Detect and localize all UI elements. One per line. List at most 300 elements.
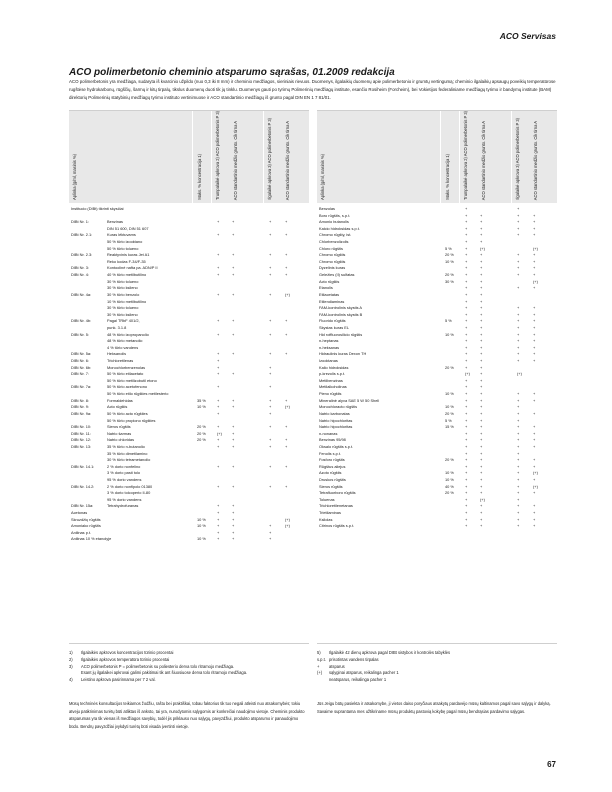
table-row <box>69 252 309 259</box>
table-row <box>69 371 309 378</box>
cell-dibt-code: DIBt Nr. 4: <box>71 272 89 278</box>
table-row <box>69 285 309 292</box>
table-row <box>317 411 557 418</box>
cell-short-term-b: + <box>480 410 483 416</box>
cell-short-term-a: + <box>465 410 468 416</box>
footnote <box>69 657 309 664</box>
cell-short-term-a: + <box>217 265 220 271</box>
cell-substance: Fenolis s.p.t. <box>319 450 342 456</box>
cell-short-term-a: + <box>465 239 468 245</box>
cell-short-term-a: + <box>217 483 220 489</box>
cell-short-term-a: + <box>217 371 220 377</box>
cell-long-term-a: + <box>517 523 520 529</box>
cell-short-term-a: + <box>217 443 220 449</box>
cell-short-term-b: + <box>480 450 483 456</box>
cell-substance: Boro rūgštis, s.p.t. <box>319 212 351 218</box>
table-row <box>69 206 309 213</box>
cell-substance: Azoto rūgštis <box>319 470 342 476</box>
cell-concentration: 10 % <box>445 391 454 397</box>
cell-dibt-code: DIBt Nr. 7a: <box>71 384 92 390</box>
cell-short-term-a: + <box>465 377 468 383</box>
footnote-mark: (+) <box>317 670 323 676</box>
cell-short-term-b: + <box>480 285 483 291</box>
cell-short-term-b: + <box>232 424 235 430</box>
cell-substance: 30 % tūrio benzolo <box>107 291 140 297</box>
cell-long-term-a: + <box>517 417 520 423</box>
cell-substance: Kuras lėktuvams <box>107 232 136 238</box>
cell-long-term-a: + <box>269 232 272 238</box>
footnote-mark: 5) <box>317 650 321 655</box>
table-row <box>69 477 309 484</box>
cell-long-term-a: + <box>269 404 272 410</box>
cell-long-term-a: + <box>269 536 272 542</box>
cell-short-term-a: + <box>217 503 220 509</box>
cell-concentration: 30 % <box>445 278 454 284</box>
cell-concentration: 20 % <box>445 364 454 370</box>
footnotes-left <box>69 650 309 684</box>
footnote <box>69 677 309 684</box>
cell-long-term-b: + <box>533 358 536 364</box>
cell-substance: Rūgštus aliejus <box>319 463 346 469</box>
cell-long-term-b: + <box>533 232 536 238</box>
cell-short-term-b: + <box>232 483 235 489</box>
cell-substance: Etanolis <box>319 285 333 291</box>
table-row <box>317 279 557 286</box>
cell-substance: 48 % tūrio izopropanolio <box>107 331 149 337</box>
cell-concentration: 20 % <box>197 430 206 436</box>
cell-long-term-a: + <box>517 463 520 469</box>
cell-short-term-a: + <box>465 311 468 317</box>
cell-substance: Acto rūgštis <box>107 404 128 410</box>
cell-long-term-b: + <box>533 490 536 496</box>
cell-long-term-a: + <box>269 483 272 489</box>
cell-dibt-code: DIBt Nr. 8: <box>71 397 89 403</box>
cell-long-term-b: + <box>533 424 536 430</box>
cell-substance: Pieno rūgštis <box>319 391 342 397</box>
cell-short-term-a: + <box>465 397 468 403</box>
footnote-mark: 1) <box>69 650 73 655</box>
cell-long-term-a: + <box>517 331 520 337</box>
cell-substance: Formaldehidas <box>107 397 133 403</box>
table-row <box>69 332 309 339</box>
cell-substance: Metilalkoholinas <box>319 384 347 390</box>
cell-long-term-b: + <box>533 225 536 231</box>
cell-short-term-b: + <box>232 510 235 516</box>
cell-long-term-a: + <box>517 404 520 410</box>
table-row <box>69 219 309 226</box>
cell-long-term-b: + <box>285 424 288 430</box>
table-row <box>317 470 557 477</box>
cell-dibt-code: DIBt Nr. 15a: <box>71 503 94 509</box>
cell-short-term-b: + <box>480 417 483 423</box>
table-row <box>317 378 557 385</box>
cell-long-term-a: + <box>269 252 272 258</box>
cell-substance: Kalcio hidroksidas s.p.t. <box>319 225 360 231</box>
cell-short-term-a: + <box>465 206 468 211</box>
table-row <box>317 292 557 299</box>
cell-concentration: 20 % <box>197 424 206 430</box>
cell-dibt-code: DIBt Nr. 6b: <box>71 364 92 370</box>
cell-short-term-b: + <box>480 510 483 516</box>
table-row <box>69 517 309 524</box>
cell-short-term-b: + <box>480 516 483 522</box>
cell-substance: 50 % tūrio metilizobutil etono <box>107 377 157 383</box>
table-row <box>317 365 557 372</box>
cell-concentration: 10 % <box>445 470 454 476</box>
cell-long-term-b: (+) <box>533 470 538 476</box>
cell-long-term-a: + <box>517 470 520 476</box>
table-row <box>69 424 309 431</box>
cell-short-term-b: + <box>480 278 483 284</box>
table-row <box>317 259 557 266</box>
table-row <box>317 246 557 253</box>
cell-long-term-b: + <box>285 331 288 337</box>
table-row <box>317 517 557 524</box>
table-row <box>317 431 557 438</box>
cell-long-term-a: + <box>269 318 272 324</box>
cell-substance: Etilacetatas <box>319 291 340 297</box>
cell-long-term-a: + <box>517 430 520 436</box>
cell-substance: Acto rūgštis <box>319 278 340 284</box>
cell-short-term-b: + <box>480 483 483 489</box>
page-number: 67 <box>547 760 556 769</box>
cell-short-term-b: + <box>232 397 235 403</box>
table-row <box>317 384 557 391</box>
cell-long-term-a: (+) <box>517 371 522 377</box>
cell-short-term-a: + <box>465 516 468 522</box>
cell-short-term-a: + <box>217 351 220 357</box>
cell-long-term-a: + <box>269 523 272 529</box>
table-row <box>69 226 309 233</box>
cell-long-term-b: + <box>533 510 536 516</box>
cell-short-term-b: + <box>232 252 235 258</box>
table-row <box>317 510 557 517</box>
table-row <box>317 358 557 365</box>
cell-long-term-a: + <box>269 331 272 337</box>
cell-dibt-code: Anilinas 10 % etanolyje <box>71 536 112 542</box>
cell-short-term-a: + <box>217 364 220 370</box>
cell-short-term-a: + <box>465 424 468 430</box>
cell-long-term-a: + <box>517 424 520 430</box>
cell-concentration: 5 % <box>445 318 452 324</box>
cell-substance: Chlorbenzolizolis <box>319 239 349 245</box>
cell-short-term-a: + <box>465 404 468 410</box>
cell-short-term-a: + <box>217 424 220 430</box>
cell-short-term-a: + <box>465 265 468 271</box>
footnote-mark: 3) <box>69 663 73 669</box>
cell-substance: Dyzelinis kuras <box>319 265 346 271</box>
cell-substance: Oksalo rūgštis s.p.t. <box>319 443 354 449</box>
cell-long-term-b: + <box>285 252 288 258</box>
cell-short-term-b: + <box>480 324 483 330</box>
cell-long-term-b: + <box>533 391 536 397</box>
cell-substance: FAM-kontrolinis skystis B <box>319 311 363 317</box>
cell-short-term-a: + <box>465 510 468 516</box>
table-row <box>69 305 309 312</box>
cell-dibt-code: DIBt Nr. 11: <box>71 430 91 436</box>
table-row <box>317 272 557 279</box>
table-row <box>69 470 309 477</box>
cell-substance: Heksanolis <box>107 351 127 357</box>
cell-dibt-code: DIBt Nr. 12: <box>71 437 92 443</box>
table-row <box>317 457 557 464</box>
cell-dibt-code: DIBt Nr. 10: <box>71 424 92 430</box>
cell-long-term-a: + <box>517 391 520 397</box>
cell-short-term-a: + <box>465 391 468 397</box>
cell-short-term-a: + <box>465 503 468 509</box>
cell-substance: DIN 51 600, DIN 51 607 <box>107 225 149 231</box>
cell-short-term-b: + <box>480 463 483 469</box>
cell-substance: 50 % tūrio acto rūgšties <box>107 410 148 416</box>
cell-concentration: 10 % <box>445 476 454 482</box>
cell-substance: Natrio karbonatas <box>319 410 350 416</box>
table-row <box>317 325 557 332</box>
cell-long-term-b: + <box>285 483 288 489</box>
cell-substance: Metilbenzinas <box>319 377 343 383</box>
cell-long-term-a: + <box>517 338 520 344</box>
cell-short-term-a: + <box>217 523 220 529</box>
cell-long-term-b: (+) <box>285 291 290 297</box>
cell-substance: Pagal TRbF 401/2, <box>107 318 140 324</box>
cell-substance: Mineralinė alyva SAE 5 W 50 Shell <box>319 397 380 403</box>
cell-long-term-a: + <box>517 358 520 364</box>
cell-substance: Chromo rūgštis <box>319 258 346 264</box>
cell-long-term-a: + <box>517 443 520 449</box>
cell-short-term-b: + <box>480 212 483 218</box>
cell-long-term-a: + <box>269 463 272 469</box>
cell-long-term-a: + <box>517 516 520 522</box>
cell-long-term-a: + <box>517 476 520 482</box>
cell-long-term-a: + <box>269 424 272 430</box>
cell-substance: Sieros rūgštis <box>107 424 131 430</box>
cell-substance: 30 % tūrio ksileno <box>107 285 138 291</box>
cell-concentration: 10 % <box>197 516 206 522</box>
table-header <box>69 111 309 203</box>
brand-name: ACO Servisas <box>499 31 556 41</box>
cell-short-term-a: + <box>217 232 220 238</box>
cell-short-term-b: + <box>232 318 235 324</box>
cell-substance: Druskos rūgštis <box>319 476 346 482</box>
table-row <box>317 285 557 292</box>
cell-short-term-b: + <box>232 529 235 535</box>
cell-short-term-b: + <box>480 311 483 317</box>
cell-substance: Trietilaminas <box>319 510 341 516</box>
cell-substance: 30 % tūrio ksileno <box>107 311 138 317</box>
cell-short-term-b: (+) <box>480 496 485 502</box>
cell-long-term-b: + <box>533 318 536 324</box>
cell-short-term-b: + <box>480 358 483 364</box>
cell-concentration: 10 % <box>197 523 206 529</box>
cell-long-term-a: + <box>517 351 520 357</box>
cell-concentration: 20 % <box>445 457 454 463</box>
cell-short-term-a: + <box>465 232 468 238</box>
cell-long-term-a: + <box>517 503 520 509</box>
table-row <box>317 464 557 471</box>
cell-short-term-a: + <box>465 252 468 258</box>
cell-long-term-b: + <box>285 318 288 324</box>
cell-short-term-a: + <box>217 516 220 522</box>
cell-short-term-b: + <box>480 225 483 231</box>
table-row <box>69 292 309 299</box>
cell-short-term-b: + <box>232 371 235 377</box>
cell-short-term-b: + <box>480 291 483 297</box>
cell-long-term-b: (+) <box>285 516 290 522</box>
cell-long-term-b: + <box>533 503 536 509</box>
footnote-text: ACO polimerbetonis P = polimerbetonis su poliesterio derva tolo ritramojo medžiaga. <box>81 663 235 669</box>
table-row <box>317 332 557 339</box>
table-row <box>317 265 557 272</box>
header-long-term-a: Ilgalaikė apkrova 3) ACO polimerbetonis P 3) <box>515 118 520 200</box>
cell-short-term-a: + <box>217 384 220 390</box>
cell-substance: Reko kodas F-34/F-35 <box>107 258 146 264</box>
cell-long-term-b: + <box>533 397 536 403</box>
cell-short-term-b: + <box>232 437 235 443</box>
table-row <box>69 384 309 391</box>
table-row <box>317 312 557 319</box>
cell-long-term-a: + <box>269 364 272 370</box>
cell-concentration: 10 % <box>197 536 206 542</box>
table-row <box>69 411 309 418</box>
cell-substance: p-krezolis s.p.t. <box>319 371 346 377</box>
cell-long-term-b: + <box>533 351 536 357</box>
cell-long-term-b: + <box>533 272 536 278</box>
cell-substance: Natrio hipochloritas <box>319 424 353 430</box>
table-row <box>317 424 557 431</box>
cell-short-term-a: + <box>465 305 468 311</box>
cell-concentration: 10 % <box>445 404 454 410</box>
cell-long-term-a: + <box>517 437 520 443</box>
cell-long-term-a: + <box>517 344 520 350</box>
cell-substance: 50 % tūrio tolueno <box>107 245 139 251</box>
cell-long-term-a: + <box>269 443 272 449</box>
cell-dibt-code: DIBt Nr. 13: <box>71 443 92 449</box>
header-short-term-a: Trumpalaikė apkrova 2) ACO polimerbetonis P 3) <box>215 111 220 200</box>
cell-long-term-b: + <box>533 457 536 463</box>
table-row <box>317 305 557 312</box>
cell-substance: Fosforo rūgštis <box>319 457 345 463</box>
cell-short-term-a: + <box>465 523 468 529</box>
table-row <box>69 279 309 286</box>
footnote <box>317 657 557 664</box>
cell-short-term-a: + <box>465 351 468 357</box>
table-row <box>69 503 309 510</box>
cell-short-term-a: + <box>465 496 468 502</box>
cell-long-term-b: + <box>533 338 536 344</box>
cell-short-term-a: + <box>465 298 468 304</box>
cell-short-term-a: + <box>217 404 220 410</box>
cell-concentration: 35 % <box>197 397 206 403</box>
cell-short-term-a: + <box>465 470 468 476</box>
cell-short-term-a: + <box>465 318 468 324</box>
cell-substance: Kontoolinė nafta pa. ADN/P II <box>107 265 158 271</box>
cell-short-term-a: + <box>465 483 468 489</box>
cell-long-term-a: + <box>517 232 520 238</box>
cell-concentration: 10 % <box>445 331 454 337</box>
cell-short-term-b: + <box>480 344 483 350</box>
cell-short-term-b: + <box>480 457 483 463</box>
cell-short-term-b: + <box>480 219 483 225</box>
resistance-table-left <box>69 110 309 644</box>
cell-long-term-a: + <box>517 397 520 403</box>
cell-dibt-code: Acetonas <box>71 510 88 516</box>
cell-substance: 50 % tūrio izooktano <box>107 239 143 245</box>
cell-short-term-a: + <box>217 510 220 516</box>
header-substance: Aplinka (g/ml, masinis %) <box>320 154 325 200</box>
cell-long-term-a: + <box>517 285 520 291</box>
cell-substance: 3 % dorio tolcoperio II-80 <box>107 490 151 496</box>
cell-long-term-a: + <box>517 272 520 278</box>
cell-substance: punk. 3.1.8 <box>107 324 127 330</box>
table-row <box>69 265 309 272</box>
cell-long-term-b: + <box>533 331 536 337</box>
cell-short-term-b: + <box>480 265 483 271</box>
cell-concentration: 20 % <box>445 252 454 258</box>
table-row <box>69 259 309 266</box>
cell-short-term-b: + <box>480 437 483 443</box>
cell-substance: Skystas kuras EL <box>319 324 350 330</box>
cell-short-term-b: + <box>480 298 483 304</box>
cell-substance: Geležies (II) sulfatas <box>319 272 355 278</box>
cell-short-term-b: + <box>232 331 235 337</box>
cell-short-term-b: + <box>480 377 483 383</box>
cell-short-term-a: + <box>217 410 220 416</box>
cell-dibt-code: DIBt Nr. 14.2: <box>71 483 95 489</box>
table-row <box>317 232 557 239</box>
cell-long-term-b: + <box>533 252 536 258</box>
table-row <box>69 318 309 325</box>
cell-substance: Benzinas 95/98 <box>319 437 346 443</box>
table-row <box>69 246 309 253</box>
table-row <box>317 226 557 233</box>
cell-short-term-b: + <box>480 305 483 311</box>
table-row <box>317 503 557 510</box>
cell-short-term-a: + <box>465 331 468 337</box>
table-header <box>317 111 557 203</box>
cell-short-term-b: + <box>232 219 235 225</box>
table-row <box>317 477 557 484</box>
cell-short-term-b: + <box>480 239 483 245</box>
cell-substance: 35 % tūrio dimetilamino <box>107 450 148 456</box>
cell-dibt-code: DIBt Nr. 7: <box>71 371 89 377</box>
cell-substance: 50 % tūrio etilacetato <box>107 371 144 377</box>
cell-substance: n-nonanas <box>319 430 338 436</box>
table-row <box>69 312 309 319</box>
footnote-text: sąlyginai atsparus, reikalinga pacher 1 <box>329 670 399 676</box>
table-row <box>317 398 557 405</box>
cell-short-term-b: + <box>232 232 235 238</box>
cell-long-term-a: + <box>517 212 520 218</box>
table-row <box>69 451 309 458</box>
page-title: ACO polimerbetonio cheminio atsparumo sąrašas, 01.2009 redakcija <box>69 67 395 78</box>
table-row <box>69 464 309 471</box>
table-row <box>317 444 557 451</box>
cell-short-term-b: + <box>232 272 235 278</box>
table-row <box>69 536 309 543</box>
cell-substance: 4 % tūrio vandens <box>107 344 139 350</box>
cell-dibt-code: Amoniako rūgštis <box>71 523 101 529</box>
table-row <box>69 523 309 530</box>
table-row <box>69 398 309 405</box>
cell-substance: Hidraulinis kuras Dexon TH <box>319 351 367 357</box>
cell-dibt-code: Anilinas p.t. <box>71 529 92 535</box>
cell-concentration: 20 % <box>445 410 454 416</box>
cell-short-term-b: + <box>480 252 483 258</box>
cell-short-term-b: + <box>480 476 483 482</box>
cell-substance: 48 % tūrio metanolio <box>107 338 143 344</box>
cell-long-term-b: + <box>285 232 288 238</box>
cell-long-term-b: + <box>285 272 288 278</box>
cell-long-term-b: + <box>533 324 536 330</box>
